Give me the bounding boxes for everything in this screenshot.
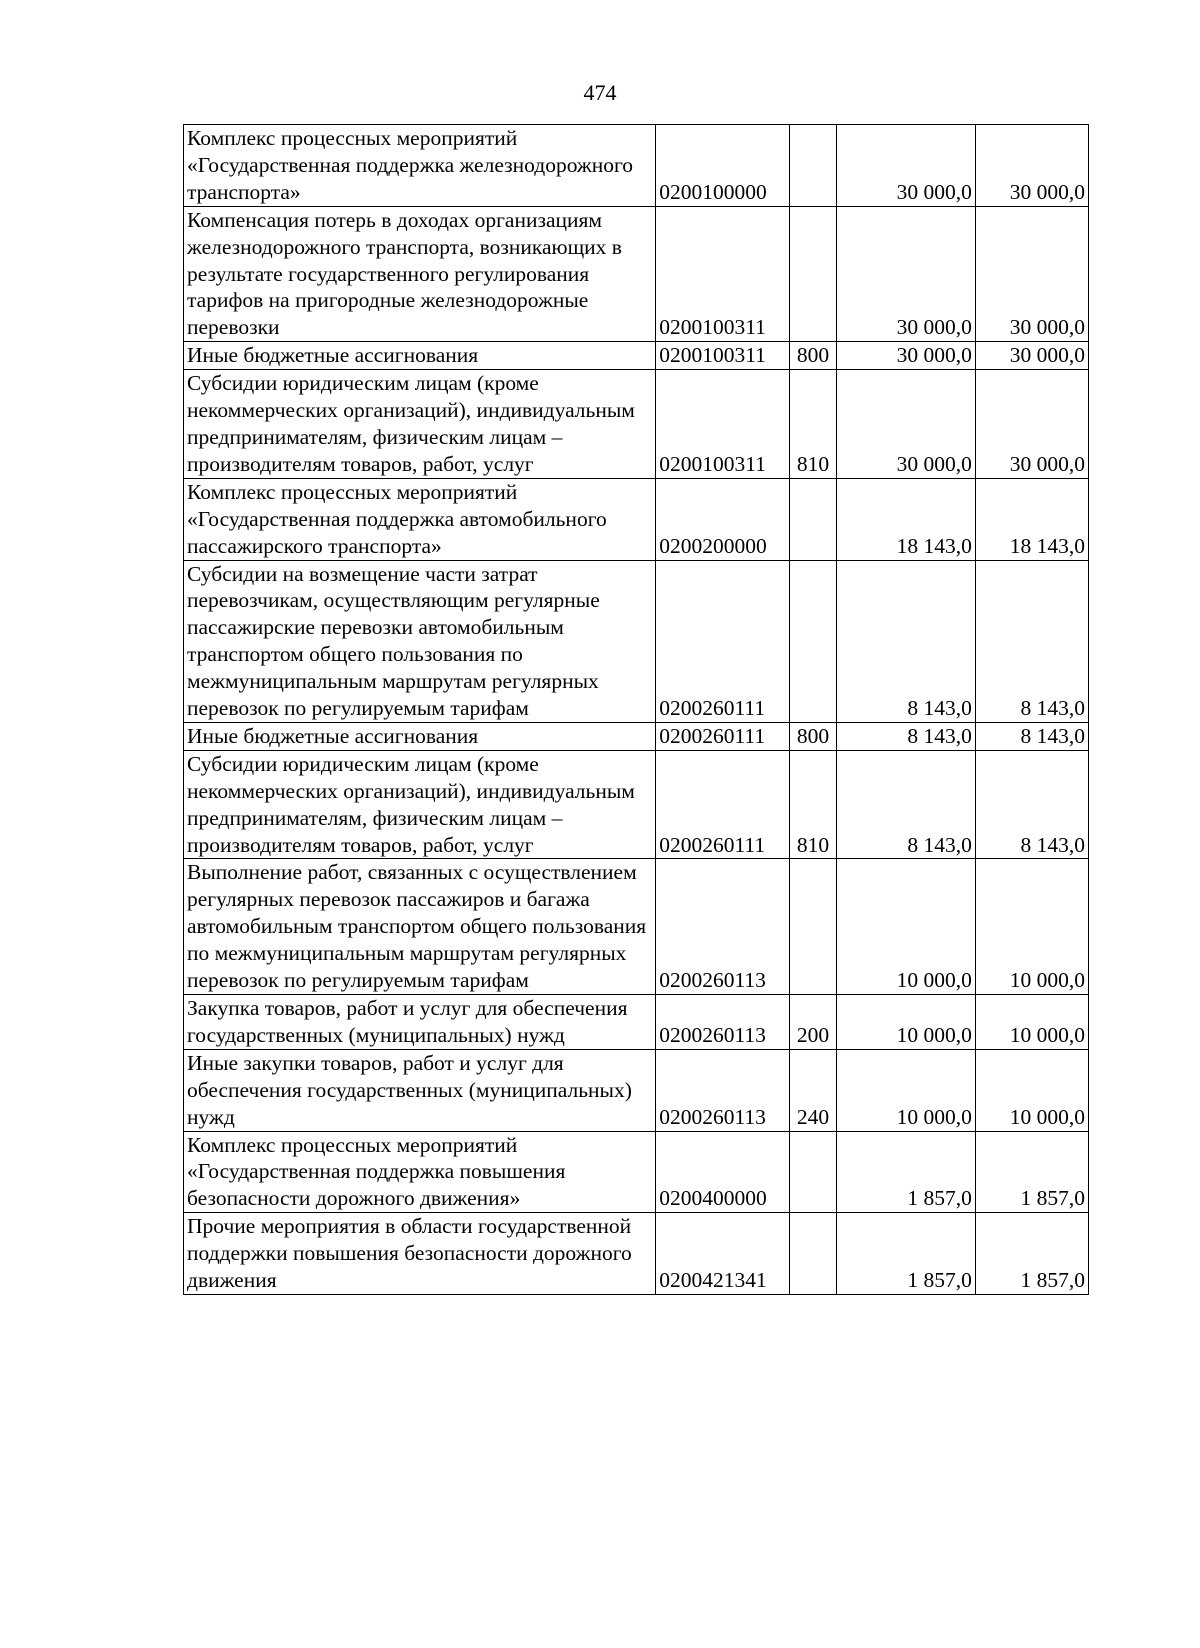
row-amount-2-cell: 30 000,0 [975, 125, 1088, 207]
row-amount-2-cell: 10 000,0 [975, 859, 1088, 995]
row-name-cell: Субсидии юридическим лицам (кроме некоммерческих организаций), индивидуальным предпринимателям, физическим лицам – производителям товаров, работ, услуг [184, 370, 656, 479]
row-name-cell: Субсидии юридическим лицам (кроме некоммерческих организаций), индивидуальным предпринимателям, физическим лицам – производителям товаров, работ, услуг [184, 750, 656, 859]
row-csr-cell: 0200260111 [656, 560, 790, 722]
row-vr-cell: 810 [790, 370, 837, 479]
row-csr-cell: 0200260113 [656, 1049, 790, 1131]
row-vr-cell [790, 206, 837, 342]
row-amount-2-cell: 8 143,0 [975, 560, 1088, 722]
row-vr-cell [790, 125, 837, 207]
table-row [184, 125, 1089, 207]
row-csr-cell: 0200200000 [656, 478, 790, 560]
row-amount-2-cell: 30 000,0 [975, 370, 1088, 479]
row-amount-1-cell: 30 000,0 [836, 125, 975, 207]
row-name-cell: Субсидии на возмещение части затрат перевозчикам, осуществляющим регулярные пассажирские перевозки автомобильным транспортом общего пользования по межмуниципальным маршрутам регулярных перевозок по регулируемым тарифам [184, 560, 656, 722]
row-csr-cell: 0200400000 [656, 1131, 790, 1213]
row-vr-cell [790, 478, 837, 560]
table-row [184, 995, 1089, 1050]
row-name-cell: Иные закупки товаров, работ и услуг для обеспечения государственных (муниципальных) нужд [184, 1049, 656, 1131]
row-amount-2-cell: 8 143,0 [975, 750, 1088, 859]
table-row [184, 1213, 1089, 1295]
row-vr-cell [790, 1213, 837, 1295]
row-amount-1-cell: 1 857,0 [836, 1213, 975, 1295]
row-amount-1-cell: 10 000,0 [836, 859, 975, 995]
row-name-cell: Выполнение работ, связанных с осуществлением регулярных перевозок пассажиров и багажа автомобильным транспортом общего пользования по межмуниципальным маршрутам регулярных перевозок по регулируемым тарифам [184, 859, 656, 995]
row-name-cell: Прочие мероприятия в области государственной поддержки повышения безопасности дорожного движения [184, 1213, 656, 1295]
row-amount-1-cell: 1 857,0 [836, 1131, 975, 1213]
row-csr-cell: 0200260113 [656, 859, 790, 995]
row-amount-2-cell: 8 143,0 [975, 722, 1088, 750]
row-csr-cell: 0200100311 [656, 206, 790, 342]
row-vr-cell [790, 859, 837, 995]
row-amount-2-cell: 1 857,0 [975, 1131, 1088, 1213]
row-vr-cell: 800 [790, 342, 837, 370]
row-amount-1-cell: 8 143,0 [836, 722, 975, 750]
table-row [184, 342, 1089, 370]
row-csr-cell: 0200260111 [656, 750, 790, 859]
table-row [184, 560, 1089, 722]
row-csr-cell: 0200421341 [656, 1213, 790, 1295]
row-name-cell: Комплекс процессных мероприятий «Государственная поддержка автомобильного пассажирского транспорта» [184, 478, 656, 560]
row-csr-cell: 0200100311 [656, 342, 790, 370]
row-csr-cell: 0200100000 [656, 125, 790, 207]
row-vr-cell [790, 560, 837, 722]
row-amount-2-cell: 10 000,0 [975, 995, 1088, 1050]
row-amount-1-cell: 8 143,0 [836, 560, 975, 722]
row-amount-1-cell: 10 000,0 [836, 995, 975, 1050]
table-row [184, 370, 1089, 479]
row-vr-cell [790, 1131, 837, 1213]
row-amount-1-cell: 18 143,0 [836, 478, 975, 560]
table-row [184, 206, 1089, 342]
table-row [184, 1131, 1089, 1213]
table-row [184, 1049, 1089, 1131]
row-name-cell: Иные бюджетные ассигнования [184, 342, 656, 370]
row-vr-cell: 800 [790, 722, 837, 750]
row-amount-2-cell: 30 000,0 [975, 206, 1088, 342]
row-name-cell: Компенсация потерь в доходах организациям железнодорожного транспорта, возникающих в результате государственного регулирования тарифов на пригородные железнодорожные перевозки [184, 206, 656, 342]
row-amount-1-cell: 30 000,0 [836, 342, 975, 370]
row-vr-cell: 200 [790, 995, 837, 1050]
row-amount-2-cell: 30 000,0 [975, 342, 1088, 370]
row-amount-2-cell: 18 143,0 [975, 478, 1088, 560]
row-name-cell: Иные бюджетные ассигнования [184, 722, 656, 750]
table-row [184, 750, 1089, 859]
row-name-cell: Комплекс процессных мероприятий «Государственная поддержка повышения безопасности дорожного движения» [184, 1131, 656, 1213]
row-amount-2-cell: 1 857,0 [975, 1213, 1088, 1295]
page-number: 474 [583, 80, 617, 105]
row-name-cell: Комплекс процессных мероприятий «Государственная поддержка железнодорожного транспорта» [184, 125, 656, 207]
row-csr-cell: 0200260113 [656, 995, 790, 1050]
budget-table [183, 124, 1089, 1295]
row-amount-1-cell: 30 000,0 [836, 370, 975, 479]
row-vr-cell: 240 [790, 1049, 837, 1131]
row-csr-cell: 0200260111 [656, 722, 790, 750]
row-name-cell: Закупка товаров, работ и услуг для обеспечения государственных (муниципальных) нужд [184, 995, 656, 1050]
row-amount-1-cell: 8 143,0 [836, 750, 975, 859]
row-amount-1-cell: 10 000,0 [836, 1049, 975, 1131]
table-row [184, 859, 1089, 995]
row-amount-1-cell: 30 000,0 [836, 206, 975, 342]
row-vr-cell: 810 [790, 750, 837, 859]
row-amount-2-cell: 10 000,0 [975, 1049, 1088, 1131]
table-row [184, 722, 1089, 750]
row-csr-cell: 0200100311 [656, 370, 790, 479]
table-row [184, 478, 1089, 560]
